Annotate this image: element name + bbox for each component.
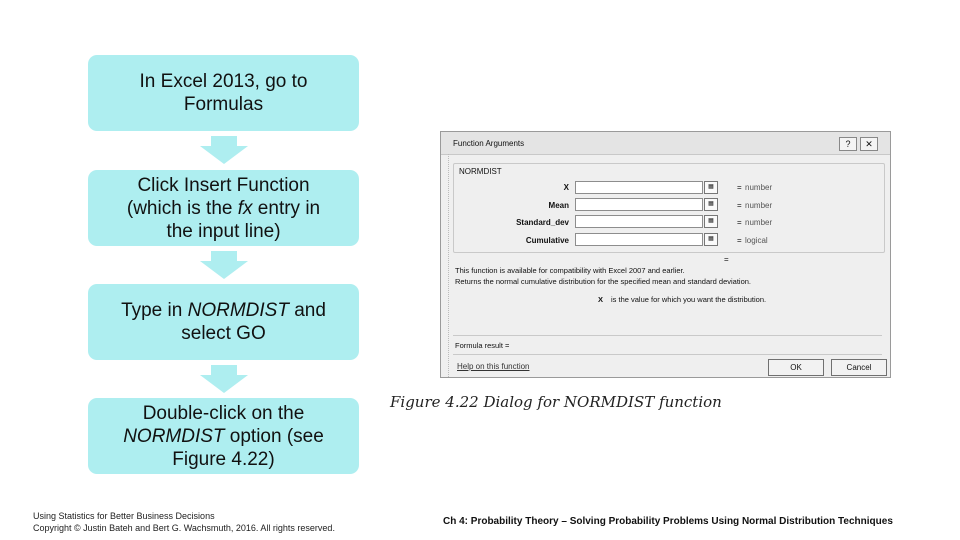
- cancel-button[interactable]: Cancel: [831, 359, 887, 376]
- arg-equals: =: [737, 236, 742, 245]
- function-name: NORMDIST: [459, 167, 502, 176]
- step-text: NORMDIST option (see: [123, 425, 324, 447]
- arg-label-cumulative: Cumulative: [525, 236, 569, 245]
- divider: [453, 335, 882, 336]
- step-text: the input line): [166, 220, 281, 242]
- arg-input-standard-dev[interactable]: [575, 215, 703, 228]
- dialog-titlebar: [441, 132, 890, 155]
- normdist-italic: NORMDIST: [123, 425, 225, 447]
- range-select-icon[interactable]: ▦: [704, 198, 718, 211]
- down-arrow-icon: [200, 365, 248, 393]
- formula-result: Formula result =: [455, 341, 510, 350]
- step-text: Formulas: [183, 94, 264, 115]
- chapter-title: Ch 4: Probability Theory – Solving Probability Problems Using Normal Distribution Techniques: [443, 516, 893, 527]
- range-select-icon[interactable]: ▦: [704, 233, 718, 246]
- step-box-insert-function: [88, 170, 359, 246]
- step-text: Type in NORMDIST and: [121, 300, 326, 321]
- arg-input-cumulative[interactable]: [575, 233, 703, 246]
- step-box-formulas: [88, 55, 359, 131]
- normdist-italic: NORMDIST: [187, 300, 289, 321]
- range-select-icon[interactable]: ▦: [704, 181, 718, 194]
- arg-label-mean: Mean: [548, 201, 569, 210]
- step-text: In Excel 2013, go to: [139, 71, 308, 92]
- down-arrow-icon: [200, 136, 248, 164]
- dialog-edge: [445, 154, 449, 377]
- fx-italic: fx: [237, 197, 253, 219]
- arg-label-standard-dev: Standard_dev: [516, 218, 569, 227]
- ok-button[interactable]: OK: [768, 359, 824, 376]
- footer-left: [33, 510, 335, 534]
- help-button[interactable]: ?: [839, 137, 857, 151]
- step-text: (which is the fx entry in: [126, 197, 321, 219]
- arg-help-name: X: [598, 295, 604, 304]
- function-description-2: Returns the normal cumulative distribution for the specified mean and standard deviation.: [455, 277, 751, 286]
- copyright: Copyright © Justin Bateh and Bert G. Wachsmuth, 2016. All rights reserved.: [33, 523, 335, 533]
- arg-equals: =: [737, 218, 742, 227]
- book-title: Using Statistics for Better Business Decisions: [33, 511, 215, 521]
- function-description-1: This function is available for compatibility with Excel 2007 and earlier.: [455, 266, 685, 275]
- arg-hint-mean: number: [745, 201, 773, 210]
- step-text: Click Insert Function: [137, 174, 310, 196]
- dialog-title: Function Arguments: [453, 139, 525, 148]
- arg-hint-cumulative: logical: [745, 236, 768, 245]
- figure-caption: Figure 4.22 Dialog for NORMDIST function: [390, 393, 722, 411]
- arg-input-mean[interactable]: [575, 198, 703, 211]
- result-equals: =: [724, 255, 729, 264]
- step-text: Figure 4.22): [172, 448, 275, 470]
- arg-input-x[interactable]: [575, 181, 703, 194]
- range-select-icon[interactable]: ▦: [704, 215, 718, 228]
- arg-equals: =: [737, 183, 742, 192]
- down-arrow-icon: [200, 251, 248, 279]
- arg-help-text: is the value for which you want the distribution.: [611, 295, 767, 304]
- step-text: select GO: [181, 323, 266, 344]
- arg-equals: =: [737, 201, 742, 210]
- function-arguments-dialog: [440, 131, 891, 378]
- step-box-double-click: [88, 398, 359, 474]
- arg-hint-standard-dev: number: [745, 218, 773, 227]
- step-text: Double-click on the: [142, 402, 305, 424]
- help-link[interactable]: Help on this function: [457, 362, 530, 371]
- step-box-type-normdist: [88, 284, 359, 360]
- arg-label-x: X: [563, 183, 569, 192]
- close-button[interactable]: ✕: [860, 137, 878, 151]
- arg-hint-x: number: [745, 183, 773, 192]
- divider: [453, 354, 882, 355]
